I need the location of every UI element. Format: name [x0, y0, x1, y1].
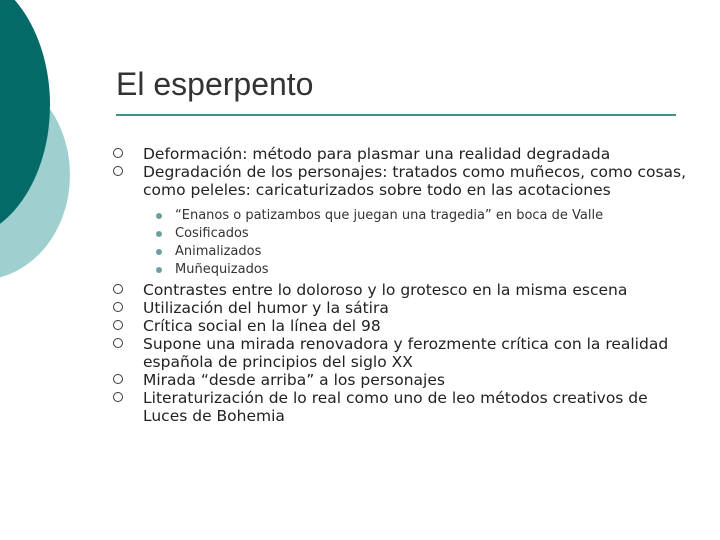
- bullet-text: Contrastes entre lo doloroso y lo grotesco en la misma escena: [143, 281, 628, 299]
- hollow-circle-bullet-icon: [113, 392, 123, 402]
- sub-bullet-list: [143, 207, 693, 279]
- bullet-item: [113, 371, 693, 389]
- bullet-text: Deformación: método para plasmar una realidad degradada: [143, 145, 611, 163]
- decorative-circles: [0, 0, 120, 300]
- bullet-item: [113, 145, 693, 163]
- bullet-text: Mirada “desde arriba” a los personajes: [143, 371, 445, 389]
- bullet-text: Literaturización de lo real como uno de leo métodos creativos de Luces de Bohemia: [143, 389, 648, 425]
- sub-bullet-item: [143, 243, 693, 261]
- hollow-circle-bullet-icon: [113, 374, 123, 384]
- hollow-circle-bullet-icon: [113, 284, 123, 294]
- slide-title: El esperpento: [116, 66, 314, 102]
- sub-bullet-text: Animalizados: [175, 244, 262, 259]
- bullet-text: Supone una mirada renovadora y ferozmente crítica con la realidad española de principios del siglo XX: [143, 335, 669, 371]
- bullet-item: [113, 389, 693, 425]
- dot-bullet-icon: [156, 213, 162, 219]
- hollow-circle-bullet-icon: [113, 338, 123, 348]
- bullet-item: [113, 281, 693, 299]
- hollow-circle-bullet-icon: [113, 166, 123, 176]
- hollow-circle-bullet-icon: [113, 148, 123, 158]
- bullet-text: Degradación de los personajes: tratados como muñecos, como cosas, como peleles: caricaturizados sobre todo en las acotaciones: [143, 163, 687, 199]
- bullet-text: Utilización del humor y la sátira: [143, 299, 389, 317]
- title-underline: [116, 114, 676, 116]
- sub-bullet-item: [143, 207, 693, 225]
- bullet-item: [113, 299, 693, 317]
- hollow-circle-bullet-icon: [113, 320, 123, 330]
- bullet-text: Crítica social en la línea del 98: [143, 317, 381, 335]
- sub-bullet-item: [143, 225, 693, 243]
- hollow-circle-bullet-icon: [113, 302, 123, 312]
- sub-bullet-text: Cosificados: [175, 226, 249, 241]
- dot-bullet-icon: [156, 267, 162, 273]
- sub-bullet-text: Muñequizados: [175, 262, 269, 277]
- bullet-list: [113, 145, 693, 425]
- sub-bullet-text: “Enanos o patizambos que juegan una tragedia” en boca de Valle: [175, 208, 604, 223]
- bullet-item: [113, 335, 693, 371]
- sub-bullet-item: [143, 261, 693, 279]
- dot-bullet-icon: [156, 249, 162, 255]
- bullet-item: [113, 163, 693, 279]
- dot-bullet-icon: [156, 231, 162, 237]
- bullet-item: [113, 317, 693, 335]
